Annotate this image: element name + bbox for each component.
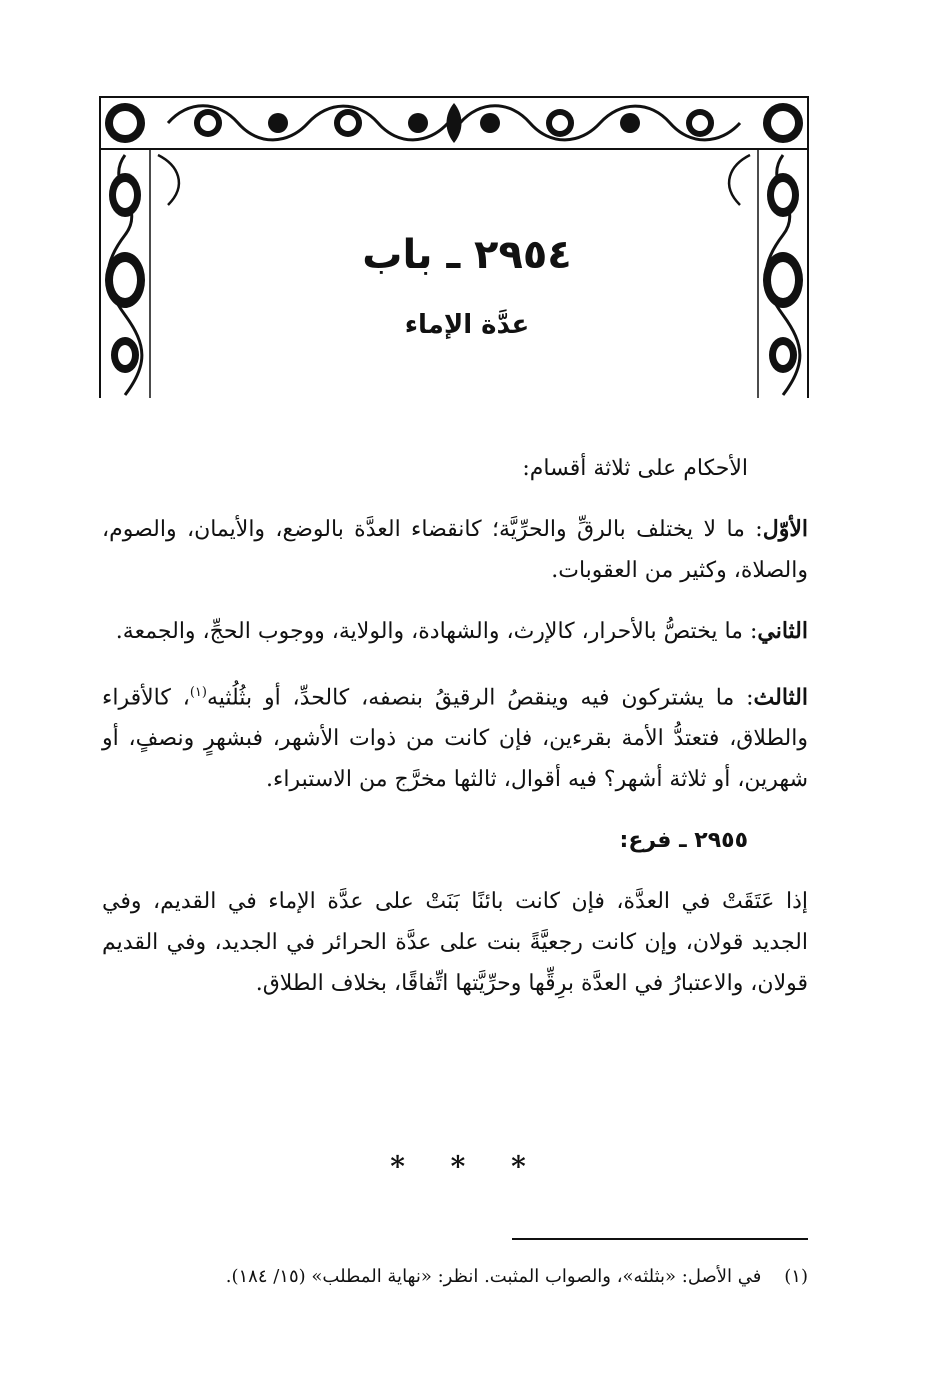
- footnote-text: في الأصل: «بثلثه»، والصواب المثبت. انظر: «نهاية المطلب» (١٥/ ١٨٤).: [225, 1266, 762, 1287]
- chapter-subtitle: عدَّة الإماء: [404, 310, 530, 340]
- second-section-label: الثاني: [757, 618, 808, 644]
- third-section-label: الثالث: [753, 684, 808, 711]
- branch-title: ٢٩٥٥ ـ فرع:: [619, 828, 748, 854]
- second-section-text: : ما يختصُّ بالأحرار، كالإرث، والشهادة، والولاية، ووجوب الحجِّ، والجمعة.: [115, 619, 758, 644]
- intro-paragraph: الأحكام على ثلاثة أقسام:: [522, 456, 748, 481]
- section-separator: * * *: [390, 1150, 544, 1183]
- footnote-divider: [512, 1238, 808, 1240]
- third-section-text-a: : ما يشتركون فيه وينقصُ الرقيقُ بنصفه، كالحدِّ، أو بثُلُثيه: [206, 685, 754, 711]
- footnote: [102, 1262, 808, 1292]
- second-section-paragraph: [102, 611, 808, 652]
- footnote-marker: (١): [784, 1266, 808, 1287]
- body-text: [102, 448, 808, 1024]
- first-section-label: الأوّل: [762, 516, 808, 542]
- first-section-text: : ما لا يختلف بالرقِّ والحرِّيَّة؛ كانقضاء العدَّة بالوضع، والأيمان، والصوم، والصلاة، وكثير من العقوبات.: [102, 517, 808, 583]
- first-section-paragraph: [102, 509, 808, 591]
- footnote-reference[interactable]: (١): [189, 685, 207, 700]
- third-section-text-b: ، كالأقراء والطلاق، فتعتدُّ الأمة بقرءين، فإن كانت من ذوات الأشهر، فبشهرٍ ونصفٍ، أو شهرين، أو ثلاثة أشهر؟ فيه أقوال، ثالثها مخرَّج من الاستبراء.: [102, 685, 808, 793]
- branch-paragraph: إذا عَتَقَتْ في العدَّة، فإن كانت بائنًا بَنَتْ على عدَّة الإماء في القديم، وفي الجديد قولان، وإن كانت رجعيَّةً بنت على عدَّة الحرائر في الجديد، وفي القديم قولان، والاعتبارُ في العدَّة برِقِّها وحرِّيَّتها اتِّفاقًا، بخلاف الطلاق.: [102, 889, 808, 997]
- third-section-paragraph: [102, 672, 808, 800]
- chapter-title: ٢٩٥٤ ـ باب: [362, 232, 572, 278]
